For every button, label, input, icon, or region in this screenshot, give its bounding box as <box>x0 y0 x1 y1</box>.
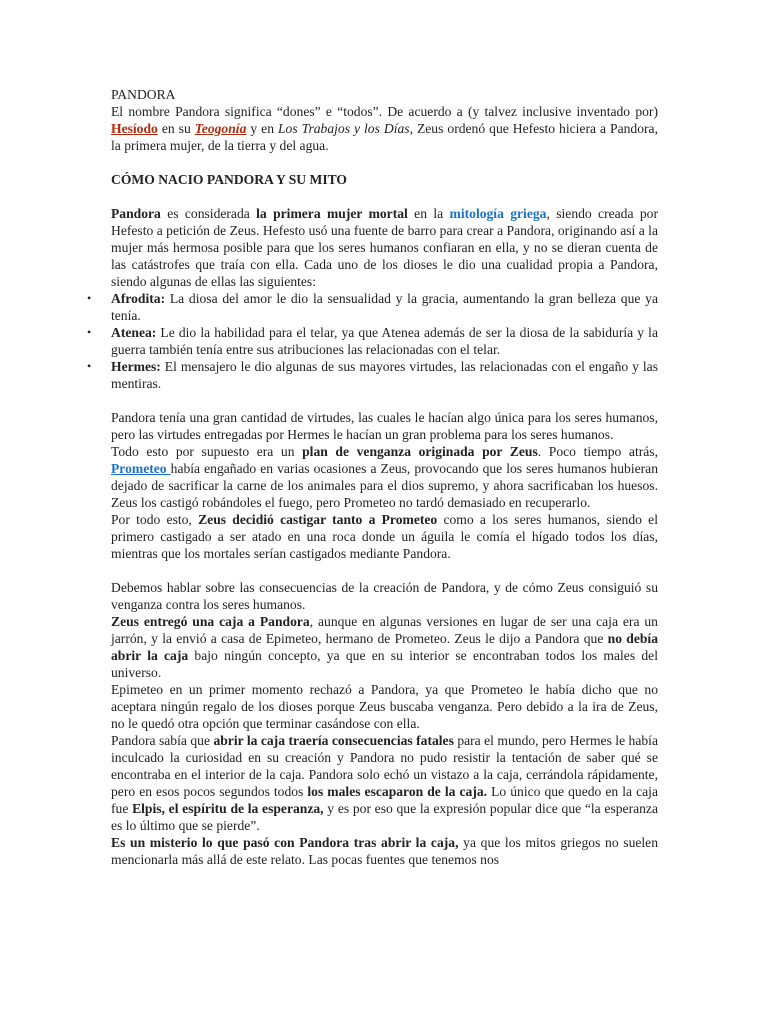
teogonia-link[interactable]: Teogonía <box>194 121 247 136</box>
caja-bold: Zeus entregó una caja a Pandora <box>111 614 310 629</box>
document-title: PANDORA <box>111 87 176 102</box>
paragraph-virtues: Pandora tenía una gran cantidad de virtudes, las cuales le hacían algo única para los seres humanos, pero las virtudes entregadas por Hermes le hacían un gran problema para los seres humanos. <box>111 410 658 442</box>
intro-text: El nombre Pandora significa “dones” e “todos”. De acuerdo a (y talvez inclusive inventado por) <box>111 104 658 119</box>
paragraph-text: . Poco tiempo atrás, <box>537 444 658 459</box>
god-name: Afrodita: <box>111 291 166 306</box>
intro-paragraph <box>111 103 658 154</box>
paragraph-text: es considerada <box>160 206 257 221</box>
mitologia-griega-link[interactable]: mitología griega <box>449 206 547 221</box>
paragraph-text: Todo esto por supuesto era un <box>111 444 303 459</box>
list-item <box>87 290 658 324</box>
hesiodo-link[interactable]: Hesíodo <box>111 121 158 136</box>
intro-text: y en <box>246 121 278 136</box>
paragraph-text: ya que los mitos griegos no suelen mencionarla más allá de este relato. Las pocas fuentes que tenemos nos <box>111 835 659 867</box>
intro-text: en su <box>157 121 195 136</box>
god-description: Le dio la habilidad para el telar, ya que Atenea además de ser la diosa de la sabiduría y la guerra también tenía entre sus atribuciones las relacionadas con el telar. <box>111 325 658 357</box>
paragraph-text: bajo ningún concepto, ya que en su interior se encontraban todos los males del universo. <box>111 648 658 680</box>
bullet-icon: • <box>87 359 92 373</box>
pandora-bold: Pandora <box>111 206 161 221</box>
intro-block <box>111 86 658 154</box>
paragraph-text: y es por eso que la expresión popular dice que “la esperanza es lo último que se pierde”. <box>111 801 658 833</box>
no-abrir-bold: no debía abrir la caja <box>111 631 659 663</box>
paragraph-text: había engañado en varias ocasiones a Zeus, provocando que los seres humanos hubieran dejado de sacrificar la carne de los animales para el dios supremo, y ahora sacrificaban los huesos. Zeus los castigó robándoles el fuego, pero Prometeo no tardó demasiado en recuperarlo. <box>111 461 658 510</box>
god-description: El mensajero le dio algunas de sus mayores virtudes, las relacionadas con el engaño y las mentiras. <box>111 359 658 391</box>
paragraph-spacer <box>111 562 658 579</box>
paragraph-text: Lo único que quedo en la caja fue <box>111 784 658 816</box>
list-item <box>87 358 658 392</box>
primera-mujer-bold: la primera mujer mortal <box>256 206 408 221</box>
prometeo-link[interactable]: Prometeo <box>111 461 171 476</box>
paragraph-revenge <box>111 443 658 511</box>
paragraph-epimeteo: Epimeteo en un primer momento rechazó a Pandora, ya que Prometeo le había dicho que no aceptara ningún regalo de los dioses porque Zeus buscaba venganza. Pero debido a la ira de Zeus, no le quedó otra opción que terminar casándose con ella. <box>111 682 658 731</box>
gods-list <box>87 290 658 392</box>
paragraph-text: , aunque en algunas versiones en lugar de ser una caja era un jarrón, y la envió a casa de Epimeteo, hermano de Prometeo. Zeus le dijo a Pandora que <box>111 614 658 646</box>
list-item <box>87 324 658 358</box>
bullet-icon: • <box>87 325 92 339</box>
paragraph-opening <box>111 732 658 834</box>
paragraph-spacer <box>111 392 658 409</box>
paragraph-text: para el mundo, pero Hermes le había inculcado la curiosidad en su creación y Pandora no pudo resistir la tentación de saber qué se encontraba en el interior de la caja. Pandora solo echó un vistazo a la caja, cerrándola rápidamente, pero en esos pocos segundos todos <box>111 733 658 799</box>
paragraph-mystery <box>111 834 658 868</box>
paragraph-text: Por todo esto, <box>111 512 199 527</box>
paragraph-box <box>111 613 658 681</box>
intro-text: , Zeus ordenó que Hefesto hiciera a Pandora, la primera mujer, de la tierra y del agua. <box>111 121 658 153</box>
paragraph-text: como a los seres humanos, siendo el primero castigado a ser atado en una roca donde un águila le comía el hígado todos los días, mientras que los mortales serían castigados mediante Pandora. <box>111 512 658 561</box>
paragraph-creation <box>111 205 658 290</box>
consecuencias-bold: abrir la caja traería consecuencias fatales <box>213 733 454 748</box>
god-name: Atenea: <box>111 325 157 340</box>
paragraph-punishment <box>111 511 658 562</box>
main-body <box>87 205 659 868</box>
trabajos-title: Los Trabajos y los Días <box>278 121 410 136</box>
misterio-bold: Es un misterio lo que pasó con Pandora tras abrir la caja, <box>111 835 459 850</box>
section-heading: CÓMO NACIO PANDORA Y SU MITO <box>111 172 348 187</box>
elpis-bold: Elpis, el espíritu de la esperanza, <box>132 801 324 816</box>
god-name: Hermes: <box>111 359 161 374</box>
god-description: La diosa del amor le dio la sensualidad y la gracia, aumentando la gran belleza que ya tenía. <box>111 291 658 323</box>
castigo-bold: Zeus decidió castigar tanto a Prometeo <box>198 512 438 527</box>
paragraph-consequences: Debemos hablar sobre las consecuencias de la creación de Pandora, y de cómo Zeus consiguió su venganza contra los seres humanos. <box>111 580 658 612</box>
paragraph-text: Pandora sabía que <box>111 733 214 748</box>
paragraph-text: , siendo creada por Hefesto a petición de Zeus. Hefesto usó una fuente de barro para crear a Pandora, originando así a la mujer más hermosa posible para que los seres humanos confiaran en ella, y no se dieran cuenta de las catástrofes que traía con ella. Cada uno de los dioses le dio una cualidad propia a Pandora, siendo algunas de ellas las siguientes: <box>111 206 658 289</box>
paragraph-text: en la <box>407 206 450 221</box>
plan-venganza-bold: plan de venganza originada por Zeus <box>302 444 538 459</box>
bullet-icon: • <box>87 291 92 305</box>
males-bold: los males escaparon de la caja. <box>307 784 488 799</box>
